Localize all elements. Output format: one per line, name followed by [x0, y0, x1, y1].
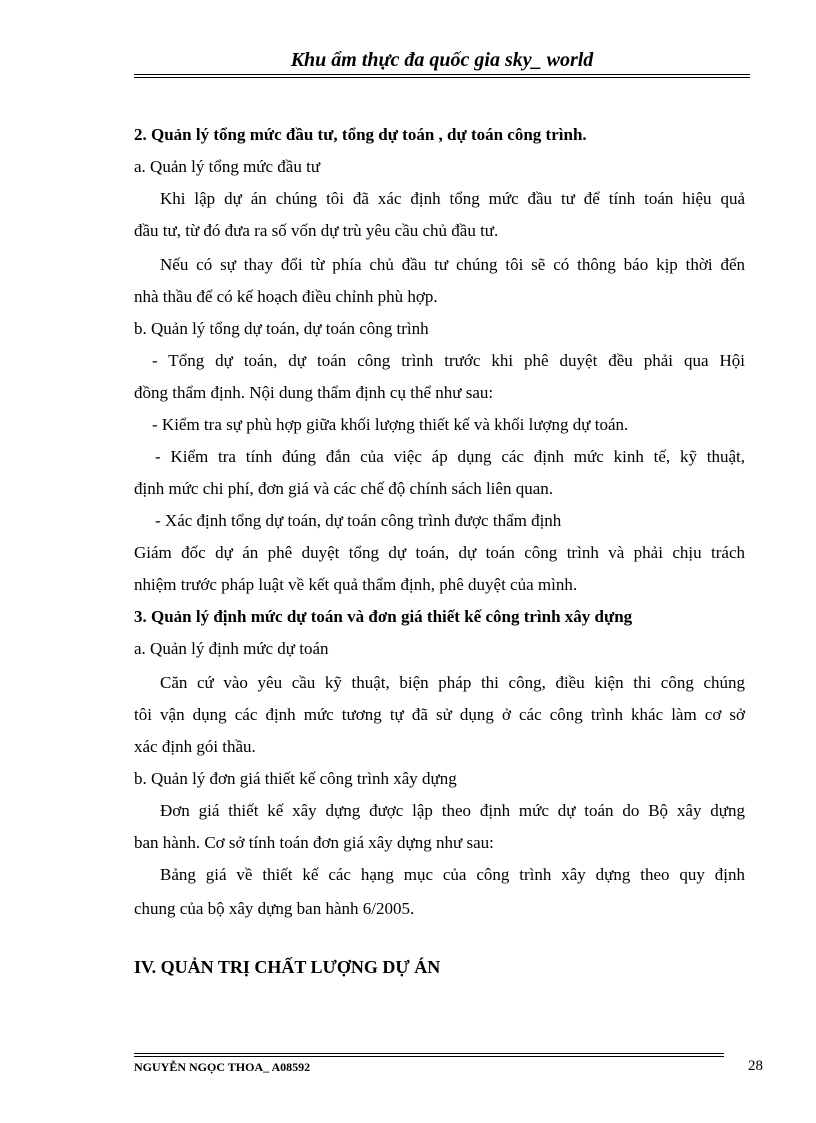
- paragraph-line: tôi vận dụng các định mức tương tự đã sử dụng ở các công trình khác làm cơ sở: [134, 705, 745, 724]
- paragraph-line: Khi lập dự án chúng tôi đã xác định tổng mức đầu tư để tính toán hiệu quả: [160, 189, 745, 208]
- paragraph-line: đầu tư, từ đó đưa ra số vốn dự trù yêu cầu chủ đầu tư.: [134, 221, 499, 240]
- footer-rule-top: [134, 1053, 724, 1054]
- paragraph-line: Căn cứ vào yêu cầu kỹ thuật, biện pháp thi công, điều kiện thi công chúng: [160, 673, 745, 692]
- paragraph-line: xác định gói thầu.: [134, 737, 256, 756]
- paragraph-line: nhiệm trước pháp luật về kết quả thẩm định, phê duyệt của mình.: [134, 575, 578, 594]
- paragraph-line: Giám đốc dự án phê duyệt tổng dự toán, dự toán công trình và phải chịu trách: [134, 543, 745, 562]
- subheading-2a: a. Quản lý tổng mức đầu tư: [134, 157, 321, 176]
- footer-author: NGUYỄN NGỌC THOA_ A08592: [134, 1060, 311, 1074]
- section-heading-2: 2. Quản lý tổng mức đầu tư, tổng dự toán , dự toán công trình.: [134, 125, 587, 144]
- section-heading-3: 3. Quản lý định mức dự toán và đơn giá thiết kế công trình xây dựng: [134, 607, 633, 626]
- bullet-line: - Tổng dự toán, dự toán công trình trước khi phê duyệt đều phải qua Hội: [152, 351, 745, 370]
- paragraph-line: nhà thầu để có kế hoạch điều chỉnh phù hợp.: [134, 287, 438, 306]
- paragraph-line: Bảng giá về thiết kế các hạng mục của công trình xây dựng theo quy định: [160, 865, 745, 884]
- section-heading-iv: IV. QUẢN TRỊ CHẤT LƯỢNG DỰ ÁN: [134, 957, 441, 977]
- bullet-line: - Xác định tổng dự toán, dự toán công trình được thẩm định: [155, 511, 562, 530]
- subheading-3b: b. Quản lý đơn giá thiết kế công trình xây dựng: [134, 769, 457, 788]
- paragraph-line: đồng thẩm định. Nội dung thẩm định cụ thể như sau:: [134, 383, 494, 402]
- header-rule-top: [134, 74, 750, 75]
- subheading-2b: b. Quản lý tổng dự toán, dự toán công trình: [134, 319, 429, 338]
- page-number: 28: [748, 1058, 763, 1074]
- page-header-title: Khu ẩm thực đa quốc gia sky_ world: [290, 49, 594, 71]
- paragraph-line: chung của bộ xây dựng ban hành 6/2005.: [134, 899, 415, 918]
- subheading-3a: a. Quản lý định mức dự toán: [134, 639, 329, 658]
- paragraph-line: định mức chi phí, đơn giá và các chế độ chính sách liên quan.: [134, 479, 553, 498]
- paragraph-line: ban hành. Cơ sở tính toán đơn giá xây dựng như sau:: [134, 833, 494, 852]
- footer-rule-bottom: [134, 1056, 724, 1057]
- bullet-line: - Kiểm tra tính đúng đắn của việc áp dụng các định mức kinh tế, kỹ thuật,: [155, 447, 745, 466]
- bullet-line: - Kiểm tra sự phù hợp giữa khối lượng thiết kế và khối lượng dự toán.: [152, 415, 629, 434]
- paragraph-line: Đơn giá thiết kế xây dựng được lập theo định mức dự toán do Bộ xây dựng: [160, 801, 745, 820]
- paragraph-line: Nếu có sự thay đổi từ phía chủ đầu tư chúng tôi sẽ có thông báo kịp thời đến: [160, 255, 745, 274]
- header-rule-bottom: [134, 77, 750, 78]
